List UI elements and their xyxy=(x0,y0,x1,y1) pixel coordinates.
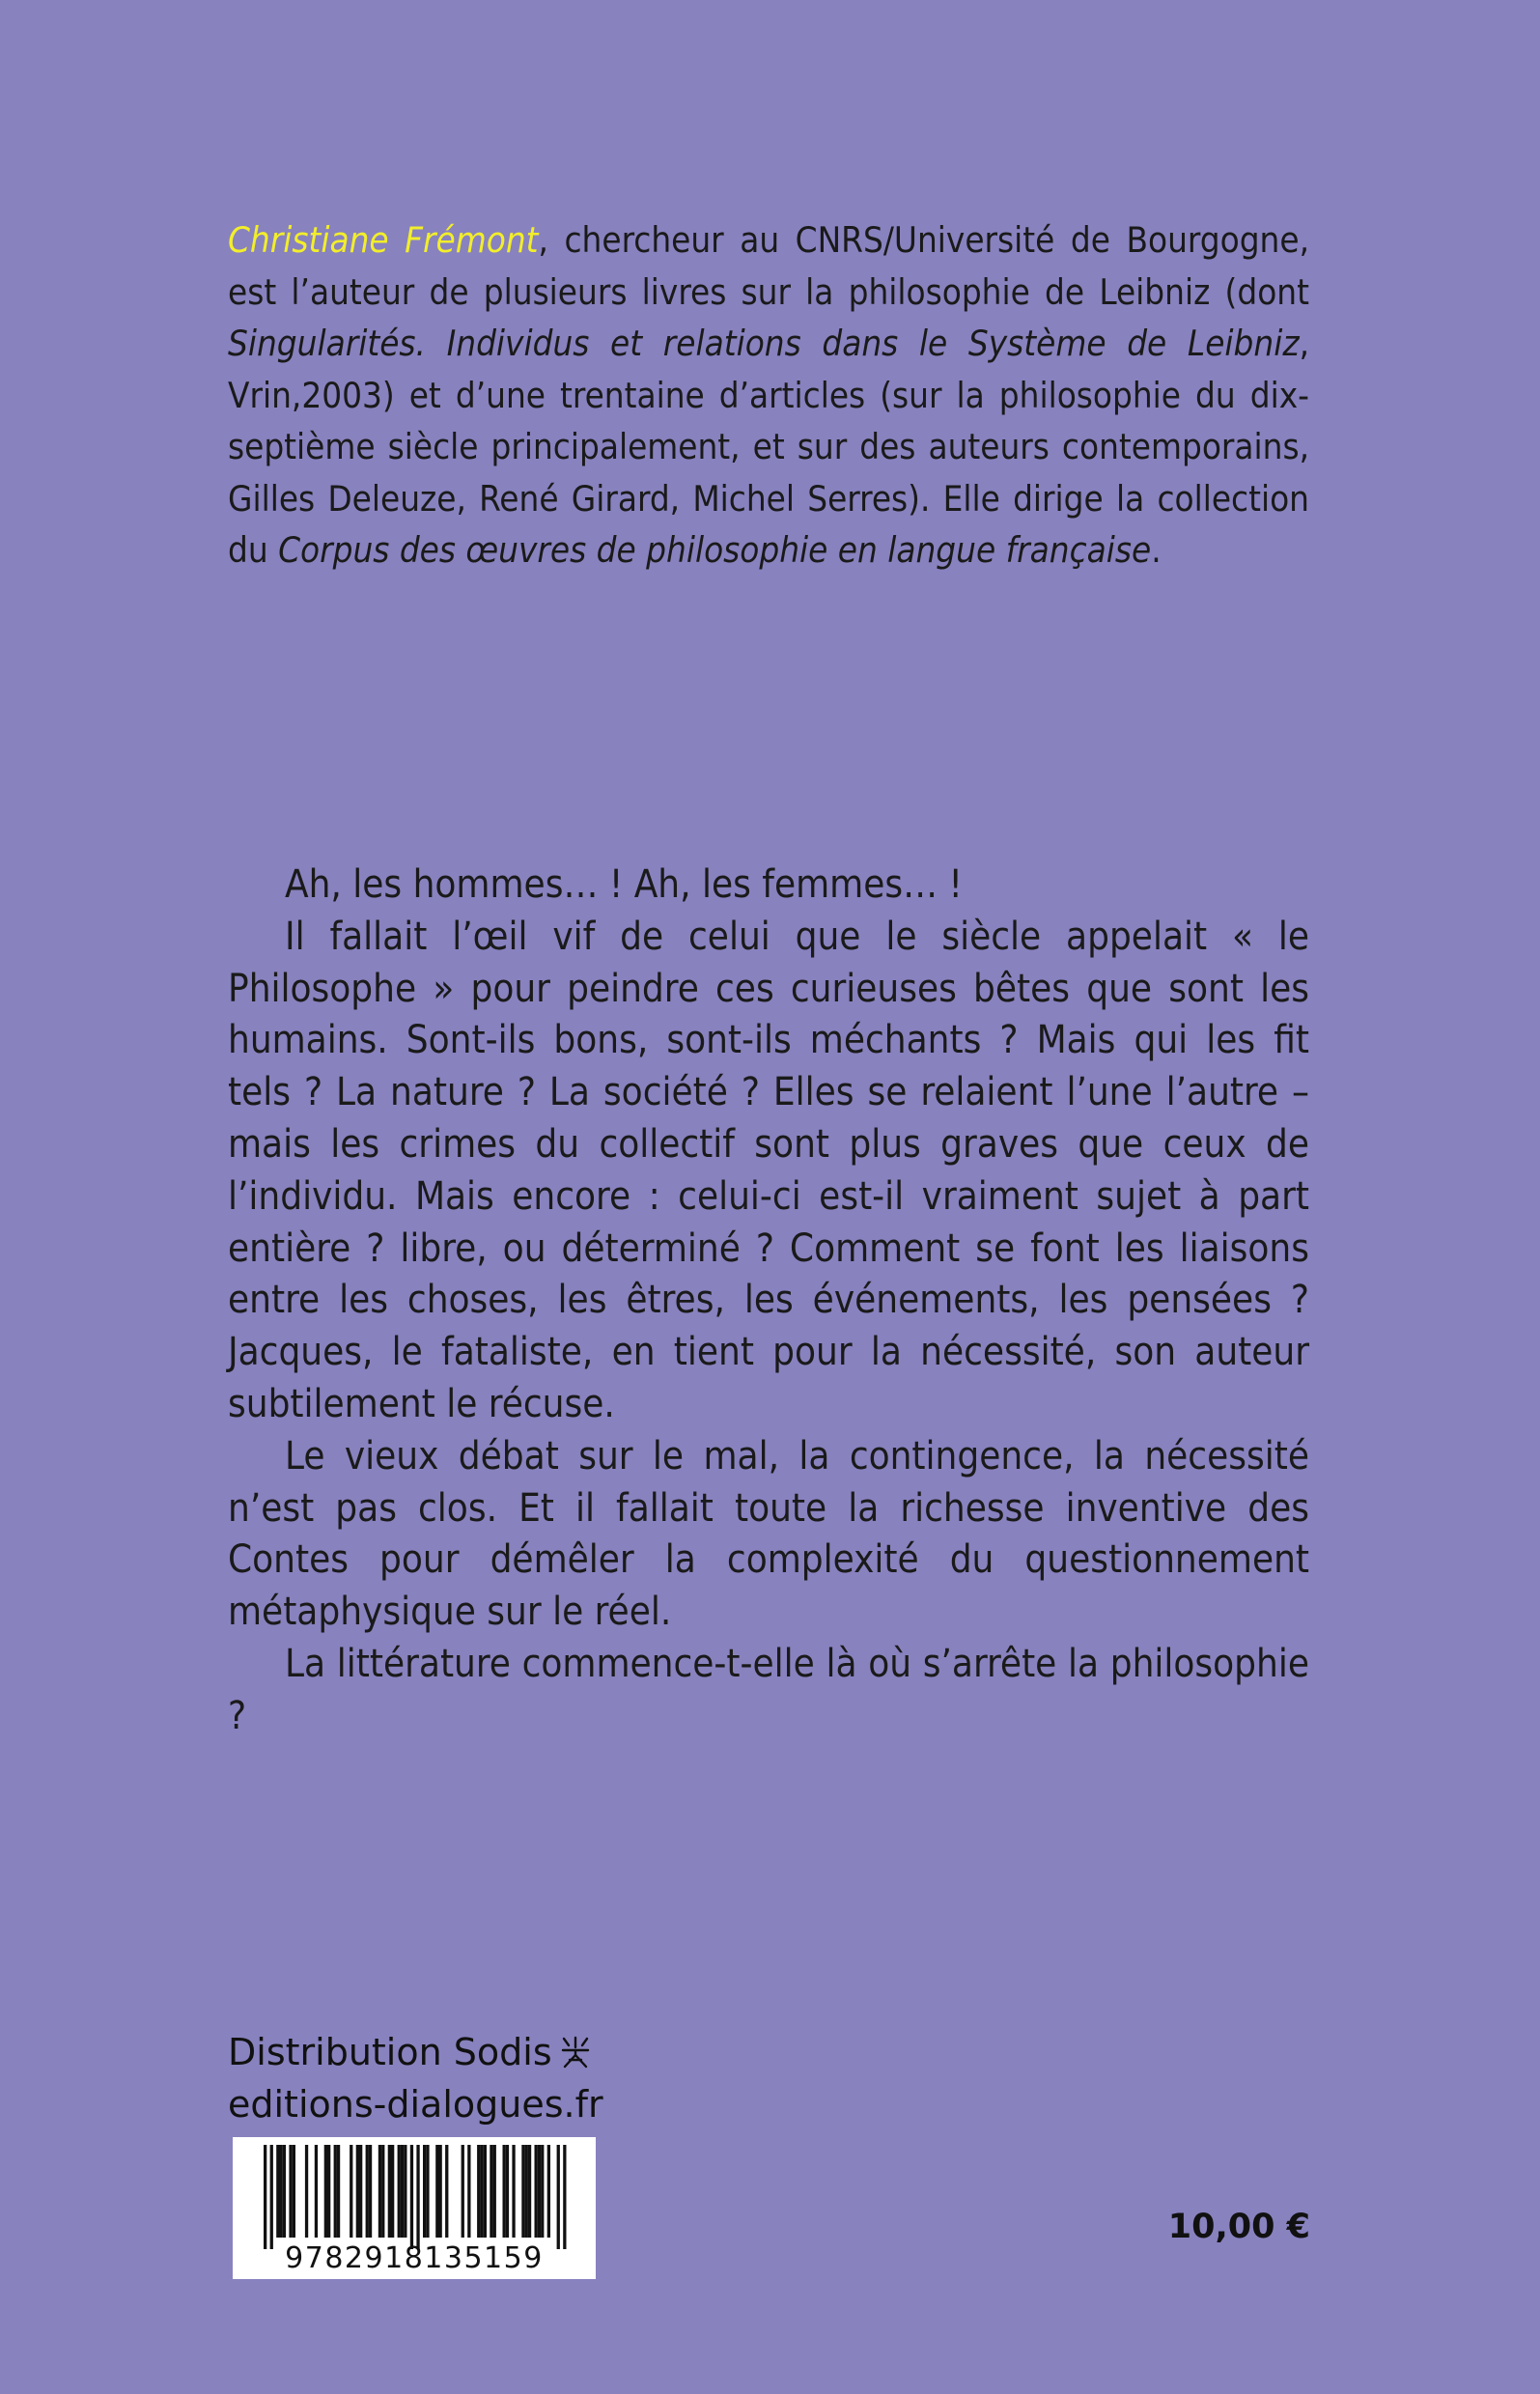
barcode-bar xyxy=(563,2145,566,2249)
barcode-bar xyxy=(416,2145,419,2249)
barcode-bar xyxy=(439,2145,442,2238)
barcode-bar xyxy=(270,2145,273,2249)
blurb-paragraph-4: La littérature commence-t-elle là où s’arrête la philosophie ? xyxy=(228,1641,1309,1738)
barcode-bar xyxy=(404,2145,406,2238)
barcode-bar xyxy=(410,2145,413,2249)
barcode-bar xyxy=(289,2145,292,2238)
blurb-paragraph-1: Ah, les hommes… ! Ah, les femmes… ! xyxy=(285,862,963,907)
barcode-bar xyxy=(490,2145,492,2238)
barcode-bar xyxy=(401,2145,404,2238)
barcode-bar xyxy=(557,2145,560,2249)
barcode-bar xyxy=(493,2145,496,2238)
barcode-bar xyxy=(462,2145,464,2238)
barcode-bar xyxy=(350,2145,352,2238)
barcode-bar xyxy=(276,2145,279,2238)
bio-text-2: , Vrin,2003) et d’une trentaine d’articles (sur la philosophie du dix-septième siècle principalement, et sur des auteurs contemporains, Gilles Deleuze, René Girard, Michel Serres). Elle dirige la collection du xyxy=(228,323,1309,571)
barcode-bar xyxy=(525,2145,528,2238)
distribution-label: Distribution Sodis xyxy=(228,2031,552,2073)
barcode-bar xyxy=(381,2145,384,2238)
book-title: Singularités. Individus et relations dans le Système de Leibniz xyxy=(228,323,1300,364)
isbn-number: 9782918135159 xyxy=(285,2241,544,2275)
barcode-bar xyxy=(327,2145,330,2238)
barcode-bar xyxy=(388,2145,391,2238)
sodis-logo-icon xyxy=(560,2032,591,2080)
barcode-bar xyxy=(503,2145,506,2238)
barcode-bar xyxy=(535,2145,538,2238)
barcode-bar xyxy=(315,2145,318,2238)
author-name: Christiane Frémont xyxy=(228,219,539,261)
barcode-bar xyxy=(337,2145,340,2238)
distribution-line xyxy=(228,2028,603,2080)
barcode-bar xyxy=(398,2145,401,2238)
back-cover-blurb xyxy=(228,859,1309,1743)
barcode-bar xyxy=(547,2145,550,2238)
barcode-bar xyxy=(356,2145,359,2238)
barcode-bar xyxy=(369,2145,372,2238)
barcode-bar xyxy=(359,2145,362,2238)
barcode-bar xyxy=(280,2145,283,2238)
barcode-bar xyxy=(334,2145,337,2238)
author-bio xyxy=(228,214,1309,577)
bio-text-1: , chercheur au CNRS/Université de Bourgogne, est l’auteur de plusieurs livres sur la philosophie de Leibniz (dont xyxy=(228,219,1310,313)
barcode-bar xyxy=(541,2145,544,2238)
barcode-bar xyxy=(506,2145,509,2238)
barcode-bar xyxy=(528,2145,531,2238)
distribution-info xyxy=(228,2028,603,2128)
barcode-bar xyxy=(264,2145,266,2249)
barcode-bar xyxy=(426,2145,429,2238)
barcode-bar xyxy=(521,2145,524,2238)
barcode-bar xyxy=(538,2145,541,2238)
barcode-bar xyxy=(293,2145,295,2238)
barcode-bar xyxy=(391,2145,394,2238)
barcode-bar xyxy=(366,2145,369,2238)
barcode-bar xyxy=(324,2145,327,2238)
blurb-paragraph-2: Il fallait l’œil vif de celui que le siècle appelait « le Philosophe » pour peindre ces curieuses bêtes que sont les humains. Sont-ils bons, sont-ils méchants ? Mais qui les fit tels ? La nature ? La société ? Elles se relaient l’une l’autre – mais les crimes du collectif sont plus graves que ceux de l’individu. Mais encore : celui-ci est-il vraiment sujet à part entière ? libre, ou déterminé ? Comment se font les liaisons entre les choses, les êtres, les événements, les pensées ? Jacques, le fataliste, en tient pour la nécessité, son auteur subtilement le récuse. xyxy=(228,914,1309,1426)
barcode-bar xyxy=(477,2145,480,2238)
bio-text-3: . xyxy=(1151,529,1162,571)
barcode-bar xyxy=(378,2145,381,2238)
price-label: 10,00 € xyxy=(1167,2208,1310,2246)
barcode-bar xyxy=(283,2145,286,2238)
barcode-bar xyxy=(480,2145,483,2238)
barcode-bar xyxy=(423,2145,426,2238)
barcode-bar xyxy=(435,2145,438,2238)
blurb-paragraph-3: Le vieux débat sur le mal, la contingence, la nécessité n’est pas clos. Et il fallait toute la richesse inventive des Contes pour démêler la complexité du questionnement métaphysique sur le réel. xyxy=(228,1433,1309,1635)
barcode-bar xyxy=(305,2145,308,2238)
collection-title: Corpus des œuvres de philosophie en langue française xyxy=(278,529,1152,571)
barcode-bar xyxy=(484,2145,487,2238)
barcode-bar xyxy=(445,2145,448,2238)
isbn-barcode xyxy=(233,2137,596,2279)
website-url: editions-dialogues.fr xyxy=(228,2083,603,2126)
barcode-bar xyxy=(512,2145,515,2238)
barcode-bar xyxy=(467,2145,470,2238)
